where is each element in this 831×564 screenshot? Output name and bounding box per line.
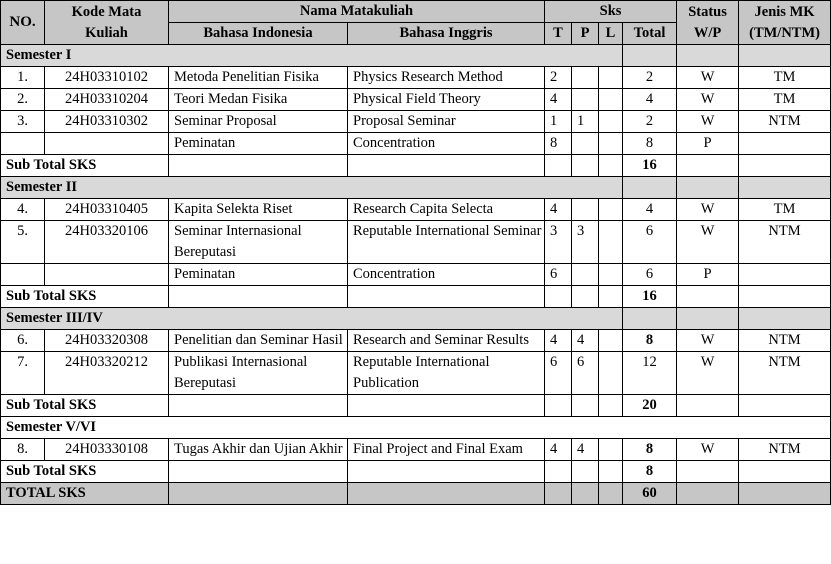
row-eng: Proposal Seminar [348,111,545,133]
row-indo: Metoda Penelitian Fisika [169,67,348,89]
row-l [599,111,623,133]
row-total: 8 [623,133,677,155]
header-status-line2: W/P [693,24,722,41]
semester-title: Semester V/VI [1,417,831,439]
row-p: 3 [572,221,599,264]
row-jenis: NTM [739,221,831,264]
subtotal-row [1,461,831,483]
row-jenis: TM [739,67,831,89]
row-jenis: NTM [739,111,831,133]
row-kode: 24H03320308 [45,330,169,352]
header-jenis-line2: (TM/NTM) [749,24,820,41]
row-p [572,133,599,155]
table-row [1,67,831,89]
row-indo: Peminatan [169,133,348,155]
row-status: W [677,352,739,395]
row-status: W [677,439,739,461]
header-bahasa-inggris: Bahasa Inggris [348,23,545,45]
header-total: Total [623,23,677,45]
row-kode: 24H03310102 [45,67,169,89]
row-eng: Research and Seminar Results [348,330,545,352]
row-jenis: NTM [739,330,831,352]
row-l [599,330,623,352]
row-t: 4 [545,330,572,352]
row-status: W [677,199,739,221]
row-kode: 24H03330108 [45,439,169,461]
subtotal-value: 20 [623,395,677,417]
header-t: T [545,23,572,45]
row-status: W [677,89,739,111]
row-total: 2 [623,111,677,133]
row-no: 6. [1,330,45,352]
row-l [599,133,623,155]
table-row [1,264,831,286]
semester-heading [1,177,831,199]
row-jenis [739,133,831,155]
header-sks: Sks [545,1,677,23]
row-status: W [677,221,739,264]
header-kode-line1: Kode Mata [71,3,142,20]
row-p [572,89,599,111]
header-kode-line2: Kuliah [85,24,128,41]
header-row-1 [1,1,831,23]
row-no: 5. [1,221,45,264]
row-indo: Seminar Internasional Bereputasi [169,221,348,264]
row-kode [45,264,169,286]
row-eng: Physics Research Method [348,67,545,89]
row-total: 4 [623,199,677,221]
row-status: P [677,133,739,155]
table-row [1,199,831,221]
row-indo: Publikasi Internasional Bereputasi [169,352,348,395]
row-total: 8 [623,439,677,461]
row-t: 2 [545,67,572,89]
row-total: 12 [623,352,677,395]
row-total: 2 [623,67,677,89]
subtotal-label: Sub Total SKS [1,155,169,177]
table-row [1,133,831,155]
row-status: W [677,330,739,352]
row-kode: 24H03310405 [45,199,169,221]
row-p [572,264,599,286]
row-status: P [677,264,739,286]
semester-heading [1,417,831,439]
subtotal-label: Sub Total SKS [1,395,169,417]
row-l [599,439,623,461]
semester-title: Semester III/IV [1,308,623,330]
row-t: 4 [545,89,572,111]
row-no [1,264,45,286]
row-indo: Teori Medan Fisika [169,89,348,111]
row-p [572,67,599,89]
row-kode [45,133,169,155]
header-status [677,1,739,45]
row-t: 4 [545,199,572,221]
row-t: 8 [545,133,572,155]
row-kode: 24H03320106 [45,221,169,264]
subtotal-row [1,286,831,308]
row-indo: Seminar Proposal [169,111,348,133]
table-row [1,111,831,133]
row-kode: 24H03310302 [45,111,169,133]
row-total: 8 [623,330,677,352]
semester-title: Semester I [1,45,623,67]
row-l [599,89,623,111]
total-label: TOTAL SKS [1,483,169,505]
row-indo: Kapita Selekta Riset [169,199,348,221]
row-eng: Final Project and Final Exam [348,439,545,461]
table-row [1,352,831,395]
row-no: 3. [1,111,45,133]
row-eng: Concentration [348,133,545,155]
subtotal-value: 16 [623,155,677,177]
row-no: 1. [1,67,45,89]
subtotal-label: Sub Total SKS [1,286,169,308]
row-no: 7. [1,352,45,395]
row-l [599,264,623,286]
row-indo: Penelitian dan Seminar Hasil [169,330,348,352]
row-no: 4. [1,199,45,221]
subtotal-row [1,155,831,177]
subtotal-value: 16 [623,286,677,308]
header-p: P [572,23,599,45]
semester-heading [1,308,831,330]
row-jenis: NTM [739,352,831,395]
table-row [1,89,831,111]
row-no: 2. [1,89,45,111]
row-jenis: NTM [739,439,831,461]
row-status: W [677,67,739,89]
subtotal-label: Sub Total SKS [1,461,169,483]
row-status: W [677,111,739,133]
table-row [1,221,831,264]
row-l [599,67,623,89]
row-p: 4 [572,330,599,352]
row-t: 3 [545,221,572,264]
row-kode: 24H03320212 [45,352,169,395]
row-t: 6 [545,264,572,286]
header-nama: Nama Matakuliah [169,1,545,23]
row-p: 4 [572,439,599,461]
row-indo: Peminatan [169,264,348,286]
row-eng: Reputable International Publication [348,352,545,395]
header-l: L [599,23,623,45]
row-l [599,221,623,264]
semester-title: Semester II [1,177,623,199]
header-jenis-line1: Jenis MK [754,3,815,20]
subtotal-value: 8 [623,461,677,483]
header-jenis [739,1,831,45]
row-total: 6 [623,221,677,264]
row-eng: Research Capita Selecta [348,199,545,221]
row-no [1,133,45,155]
row-eng: Physical Field Theory [348,89,545,111]
row-t: 4 [545,439,572,461]
row-jenis [739,264,831,286]
header-status-line1: Status [688,3,727,20]
table-row [1,439,831,461]
semester-heading [1,45,831,67]
header-no: NO. [1,1,45,45]
row-indo: Tugas Akhir dan Ujian Akhir [169,439,348,461]
row-t: 1 [545,111,572,133]
row-t: 6 [545,352,572,395]
row-eng: Reputable International Seminar [348,221,545,264]
row-eng: Concentration [348,264,545,286]
header-kode [45,1,169,45]
row-p: 6 [572,352,599,395]
row-l [599,352,623,395]
row-no: 8. [1,439,45,461]
row-jenis: TM [739,89,831,111]
total-value: 60 [623,483,677,505]
row-kode: 24H03310204 [45,89,169,111]
row-total: 6 [623,264,677,286]
table-row [1,330,831,352]
row-jenis: TM [739,199,831,221]
subtotal-row [1,395,831,417]
row-p [572,199,599,221]
row-p: 1 [572,111,599,133]
row-l [599,199,623,221]
header-bahasa-indonesia: Bahasa Indonesia [169,23,348,45]
total-row [1,483,831,505]
row-total: 4 [623,89,677,111]
